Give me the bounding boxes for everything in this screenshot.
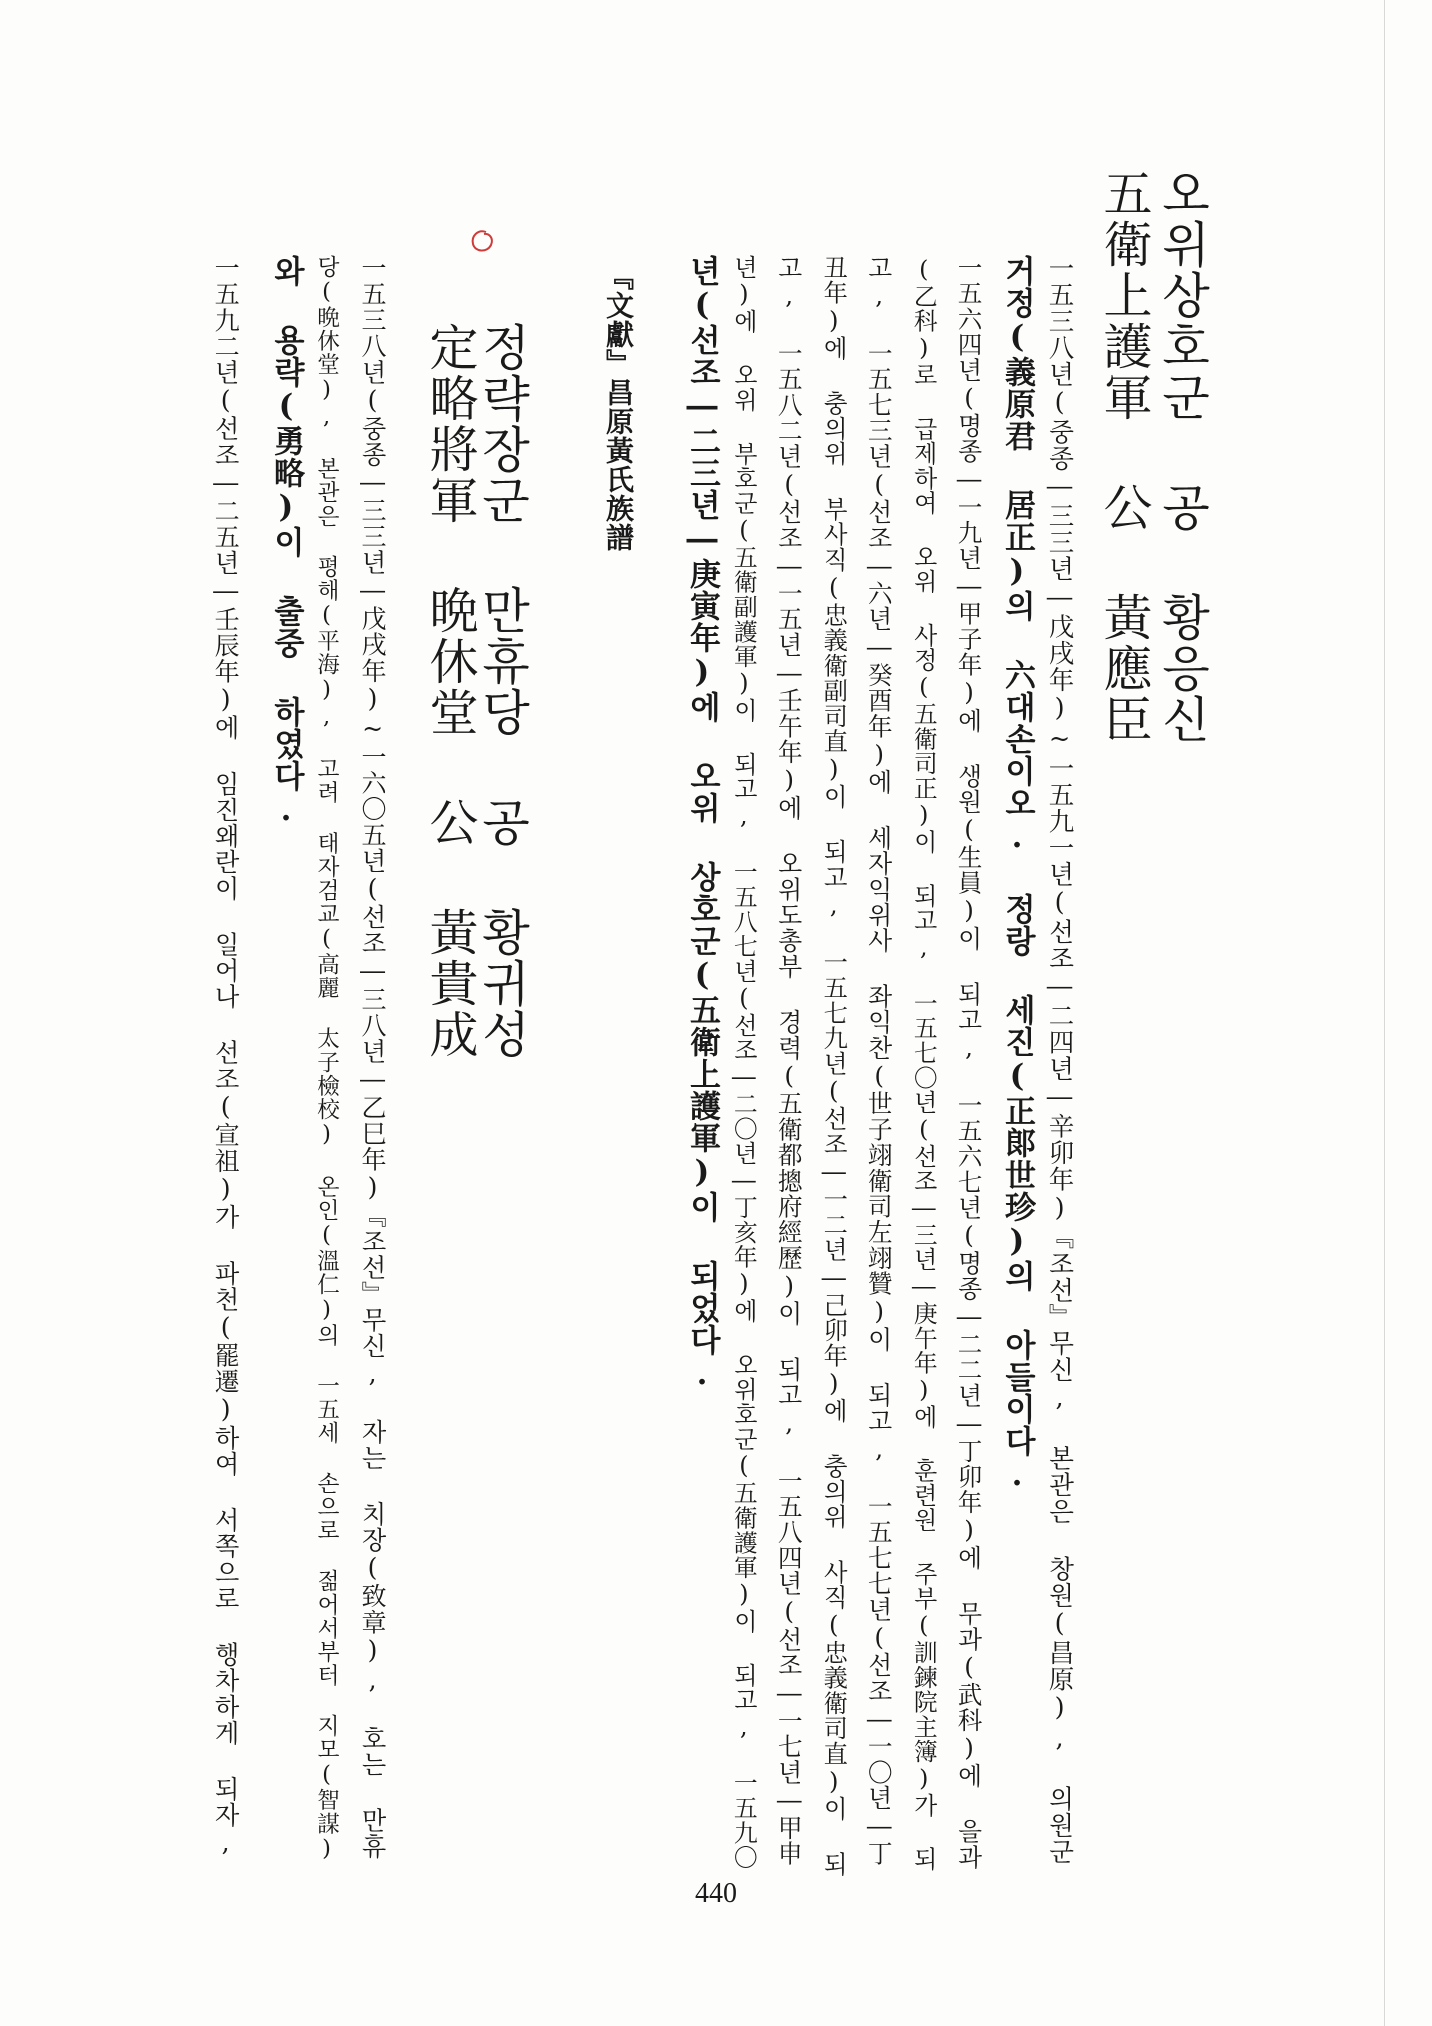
- entry1-line-3: 一五六四년(명종―一九년―甲子年)에 생원(生員)이 되고, 一五六七년(명종―二二년―丁卯年)에 무과(武科)에 을과: [954, 255, 984, 1870]
- entry1-title-hanja: 五衛上護軍 公 黃應臣: [1096, 168, 1153, 745]
- entry1-line-2: 거정(義原君 居正)의 六대손이오. 정랑 세진(正郞世珍)의 아들이다.: [999, 255, 1035, 1494]
- entry2-line-1: 一五三八년(중종―三三년―戊戌年)~一六〇五년(선조―三八년―乙巳年)『조선』무신, 자는 치장(致章), 호는 만휴: [358, 255, 388, 1860]
- entry1-line-4: (乙科)로 급제하여 오위 사정(五衛司正)이 되고, 一五七〇년(선조―三년―庚午年)에 훈련원 주부(訓鍊院主簿)가 되: [909, 255, 938, 1872]
- handwritten-circle-mark: [468, 227, 496, 255]
- entry1-line-9: 년(선조―二三년―庚寅年)에 오위 상호군(五衛上護軍)이 되었다.: [684, 255, 720, 1393]
- entry2-line-3: 와 용략(勇略)이 출중 하였다.: [268, 255, 304, 829]
- entry2-line-4: 一五九二년(선조―二五년―壬辰年)에 임진왜란이 일어나 선조(宣祖)가 파천(罷遷)하여 서쪽으로 행차하게 되자,: [211, 255, 241, 1859]
- entry1-line-6: 丑年)에 충의위 부사직(忠義衛副司直)이 되고, 一五七九년(선조―一二년―己卯年)에 충의위 사직(忠義衛司直)이 되: [819, 255, 849, 1877]
- entry1-line-8: 년)에 오위 부호군(五衛副護軍)이 되고, 一五八七년(선조―二〇년―丁亥年)에 오위호군(五衛護軍)이 되고, 一五九〇: [729, 255, 758, 1870]
- entry1-line-7: 고, 一五八二년(선조―一五년―壬午年)에 오위도총부 경력(五衛都摠府經歷)이 되고, 一五八四년(선조―一七년―甲申: [774, 255, 804, 1867]
- entry2-line-2: 당(晩休堂), 본관은 평해(平海), 고려 태자검교(高麗 太子檢校) 온인(溫仁)의 一五세 손으로 젊어서부터 지모(智謀): [313, 255, 340, 1863]
- entry2-title-hanja: 定略將軍 晩休堂 公 黃貴成: [422, 322, 479, 1060]
- entry1-line-5: 고, 一五七三년(선조―六년―癸酉年)에 세자익위사 좌익찬(世子翊衛司左翊贊)이 되고, 一五七七년(선조―一〇년―丁: [864, 255, 894, 1867]
- page-edge-shadow: [1384, 0, 1385, 2026]
- entry2-title-hangul: 정략장군 만휴당 공 황귀성: [474, 322, 531, 1060]
- entry1-source: 『文獻』昌原黃氏族譜: [602, 262, 635, 552]
- entry1-title-hangul: 오위상호군 공 황응신: [1154, 168, 1211, 745]
- entry1-line-1: 一五三八년(중종―三三년―戊戌年)~一五九一년(선조―二四년―辛卯年)『조선』무신, 본관은 창원(昌原), 의원군: [1044, 255, 1075, 1866]
- page-number: 440: [695, 1878, 737, 1909]
